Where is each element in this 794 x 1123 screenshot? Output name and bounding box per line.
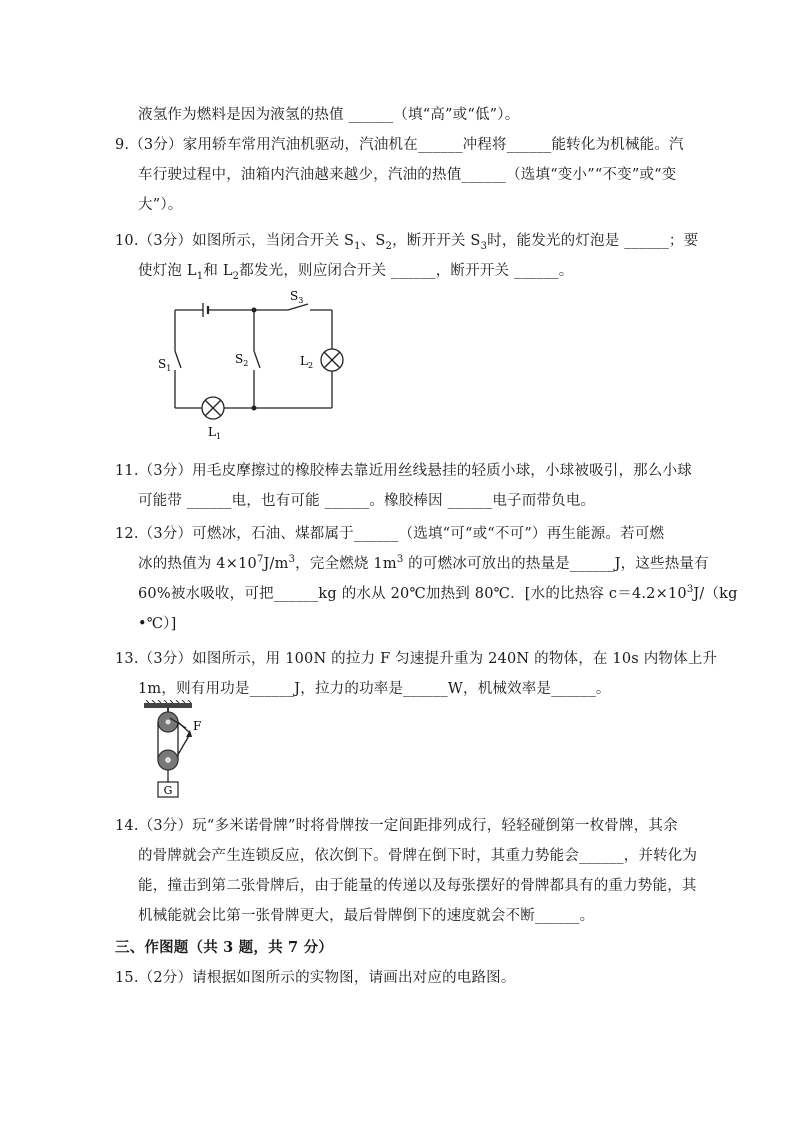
q12-line-3: 60%被水吸收，可把______kg 的水从 20℃加热到 80℃．[水的比热容 $c=4.2\times 10^3J/(kg$	[138, 584, 738, 602]
q12-line-4: •℃）]	[138, 616, 177, 632]
s3-label: $S_3$	[290, 289, 304, 305]
q13-line-1: 13.（3分）如图所示，用 100N 的拉力 F 匀速提升重为 240N 的物体，在 10s 内物体上升	[115, 651, 718, 667]
ceiling-bar	[144, 703, 192, 708]
s1-switch-blade	[175, 351, 181, 368]
l2-label: $L_2$	[300, 354, 314, 370]
q11-line-2: 可能带 ______电，也有可能 ______。橡胶棒因 ______电子而带负电。	[138, 493, 596, 509]
circuit-diagram	[150, 288, 350, 443]
s2-label: $S_2$	[235, 352, 249, 368]
q14-line-1: 14.（3分）玩“多米诺骨牌”时将骨牌按一定间距排列成行，轻轻碰倒第一枚骨牌，其余	[115, 818, 678, 834]
l1-label: $L_1$	[208, 425, 222, 441]
weight-label: G	[163, 784, 173, 797]
junction-dot-top	[252, 308, 257, 313]
q9-line-3: 大”）。	[138, 197, 183, 213]
q14-line-4: 机械能就会比第一张骨牌更大，最后骨牌倒下的速度就会不断______。	[138, 908, 595, 924]
q12-line-1: 12.（3分）可燃冰，石油、煤都属于______（选填“可“或“不可”）再生能源。若可燃	[115, 526, 665, 542]
q8-tail-line: 液氢作为燃料是因为液氢的热值 ______（填“高”或“低”）。	[138, 107, 520, 123]
q14-line-2: 的骨牌就会产生连锁反应，依次倒下。骨牌在倒下时，其重力势能会______，并转化为	[138, 848, 698, 864]
q9-line-2: 车行驶过程中，油箱内汽油越来越少，汽油的热值______（选填“变小”“不变”或“变	[138, 167, 677, 183]
section-3-heading: 三、作图题（共 3 题，共 7 分）	[115, 939, 333, 956]
q9-line-1: 9.（3分）家用轿车常用汽油机驱动，汽油机在______冲程将______能转化为机械能。汽	[115, 137, 684, 153]
q12-line-2: 冰的热值为 $4\times 10^7J/m^3$，完全燃烧 $1m^3$ 的可燃冰可放出的热量是______J，这些热量有	[138, 554, 709, 572]
q11-line-1: 11.（3分）用毛皮摩擦过的橡胶棒去靠近用丝线悬挂的轻质小球，小球被吸引，那么小球	[115, 463, 692, 479]
q10-line-2: 使灯泡 $L_1$和 $L_2$都发光，则应闭合开关 ______，断开开关 ______。	[138, 263, 574, 282]
force-arrow-icon	[186, 730, 192, 737]
s1-label: $S_1$	[158, 357, 172, 373]
q13-line-2: 1m，则有用功是______J，拉力的功率是______W，机械效率是______。	[138, 681, 611, 697]
s2-switch-blade	[254, 351, 260, 368]
pulley-diagram	[140, 700, 220, 802]
q14-line-3: 能，撞击到第二张骨牌后，由于能量的传递以及每张摆好的骨牌都具有的重力势能，其	[138, 878, 697, 894]
force-label: F	[193, 719, 202, 733]
q15-line-1: 15.（2分）请根据如图所示的实物图，请画出对应的电路图。	[115, 970, 516, 986]
junction-dot-bottom	[252, 406, 257, 411]
q10-line-1: 10.（3分）如图所示，当闭合开关 $S_1$、$S_2$，断开开关 $S_3$时，能发光的灯泡是 ______；要	[115, 233, 699, 252]
